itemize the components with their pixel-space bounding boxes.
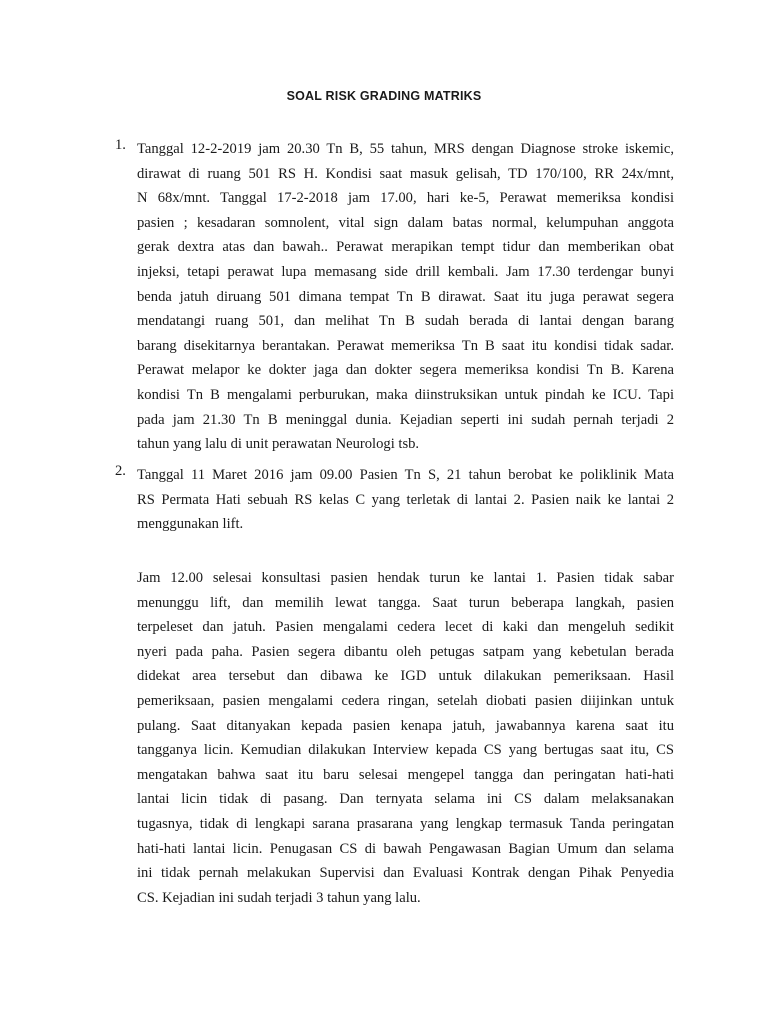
body-paragraph	[137, 566, 674, 910]
text-line: tugasnya, tidak di lengkapi sarana prasarana yang lengkap termasuk Tanda peringatan	[137, 815, 674, 832]
text-line: lantai licin tidak di pasang. Dan ternyata selama ini CS dalam melaksanakan	[137, 791, 674, 808]
text-line: injeksi, tetapi perawat lupa memasang side drill kembali. Jam 17.30 terdengar bunyi	[137, 263, 674, 280]
text-line: RS Permata Hati sebuah RS kelas C yang terletak di lantai 2. Pasien naik ke lantai 2	[137, 491, 674, 508]
text-line: pemeriksaan, pasien mengalami cedera ringan, setelah diobati pasien diijinkan untuk	[137, 692, 674, 709]
text-line: pulang. Saat ditanyakan kepada pasien kenapa jatuh, jawabannya karena saat itu	[137, 717, 674, 734]
text-line: Tanggal 11 Maret 2016 jam 09.00 Pasien Tn S, 21 tahun berobat ke poliklinik Mata	[137, 467, 674, 483]
text-line: terpeleset dan jatuh. Pasien mengalami cedera lecet di kaki dan mengeluh sedikit	[137, 619, 674, 636]
text-line: mendatangi ruang 501, dan melihat Tn B sudah berada di lantai dengan barang	[137, 313, 674, 330]
text-line: Jam 12.00 selesai konsultasi pasien hendak turun ke lantai 1. Pasien tidak sabar	[137, 570, 674, 586]
text-line: pada jam 21.30 Tn B meninggal dunia. Kejadian seperti ini sudah pernah terjadi 2	[137, 411, 674, 428]
text-line: menggunakan lift.	[137, 516, 244, 533]
text-line: dirawat di ruang 501 RS H. Kondisi saat masuk gelisah, TD 170/100, RR 24x/mnt,	[137, 165, 674, 182]
text-line: barang disekitarnya berantakan. Perawat memeriksa Tn B saat itu kondisi tidak sadar.	[137, 337, 674, 354]
list-item-text	[137, 463, 674, 537]
text-line: Perawat melapor ke dokter jaga dan dokter segera memeriksa kondisi Tn B. Karena	[137, 362, 674, 379]
text-line: gerak dextra atas dan bawah.. Perawat merapikan tempt tidur dan memberikan obat	[137, 239, 674, 256]
text-line: CS. Kejadian ini sudah terjadi 3 tahun yang lalu.	[137, 889, 421, 906]
text-line: benda jatuh diruang 501 dimana tempat Tn B dirawat. Saat itu juga perawat segera	[137, 288, 674, 305]
list-item	[115, 137, 674, 457]
document-title: SOAL RISK GRADING MATRIKS	[286, 89, 482, 103]
text-line: kondisi Tn B mengalami perburukan, maka diinstruksikan untuk pindah ke ICU. Tapi	[137, 386, 674, 403]
list-item-text	[137, 137, 674, 457]
text-line: tahun yang lalu di unit perawatan Neurologi tsb.	[137, 436, 420, 453]
text-line: tangganya licin. Kemudian dilakukan Interview kepada CS yang bertugas saat itu, CS	[137, 742, 674, 759]
text-line: didekat area tersebut dan dibawa ke IGD untuk dilakukan pemeriksaan. Hasil	[137, 668, 674, 685]
text-line: pasien ; kesadaran somnolent, vital sign dalam batas normal, kelumpuhan anggota	[137, 214, 674, 231]
text-line: N 68x/mnt. Tanggal 17-2-2018 jam 17.00, hari ke-5, Perawat memeriksa kondisi	[137, 190, 674, 207]
text-line: menunggu lift, dan memilih lewat tangga. Saat turun beberapa langkah, pasien	[137, 594, 674, 611]
list-item-number: 1.	[115, 137, 126, 153]
text-line: mengatakan bahwa saat itu baru selesai mengepel tangga dan peringatan hati-hati	[137, 766, 674, 783]
list-item-number: 2.	[115, 463, 126, 479]
text-line: nyeri pada paha. Pasien segera dibantu oleh petugas satpam yang kebetulan berada	[137, 643, 674, 660]
paragraph-text	[137, 566, 674, 910]
text-line: Tanggal 12-2-2019 jam 20.30 Tn B, 55 tahun, MRS dengan Diagnose stroke iskemic,	[137, 141, 674, 157]
text-line: ini tidak pernah melakukan Supervisi dan Evaluasi Kontrak dengan Pihak Penyedia	[137, 865, 674, 882]
list-item	[115, 463, 674, 537]
text-line: hati-hati lantai licin. Penugasan CS di bawah Pengawasan Bagian Umum dan selama	[137, 840, 674, 857]
